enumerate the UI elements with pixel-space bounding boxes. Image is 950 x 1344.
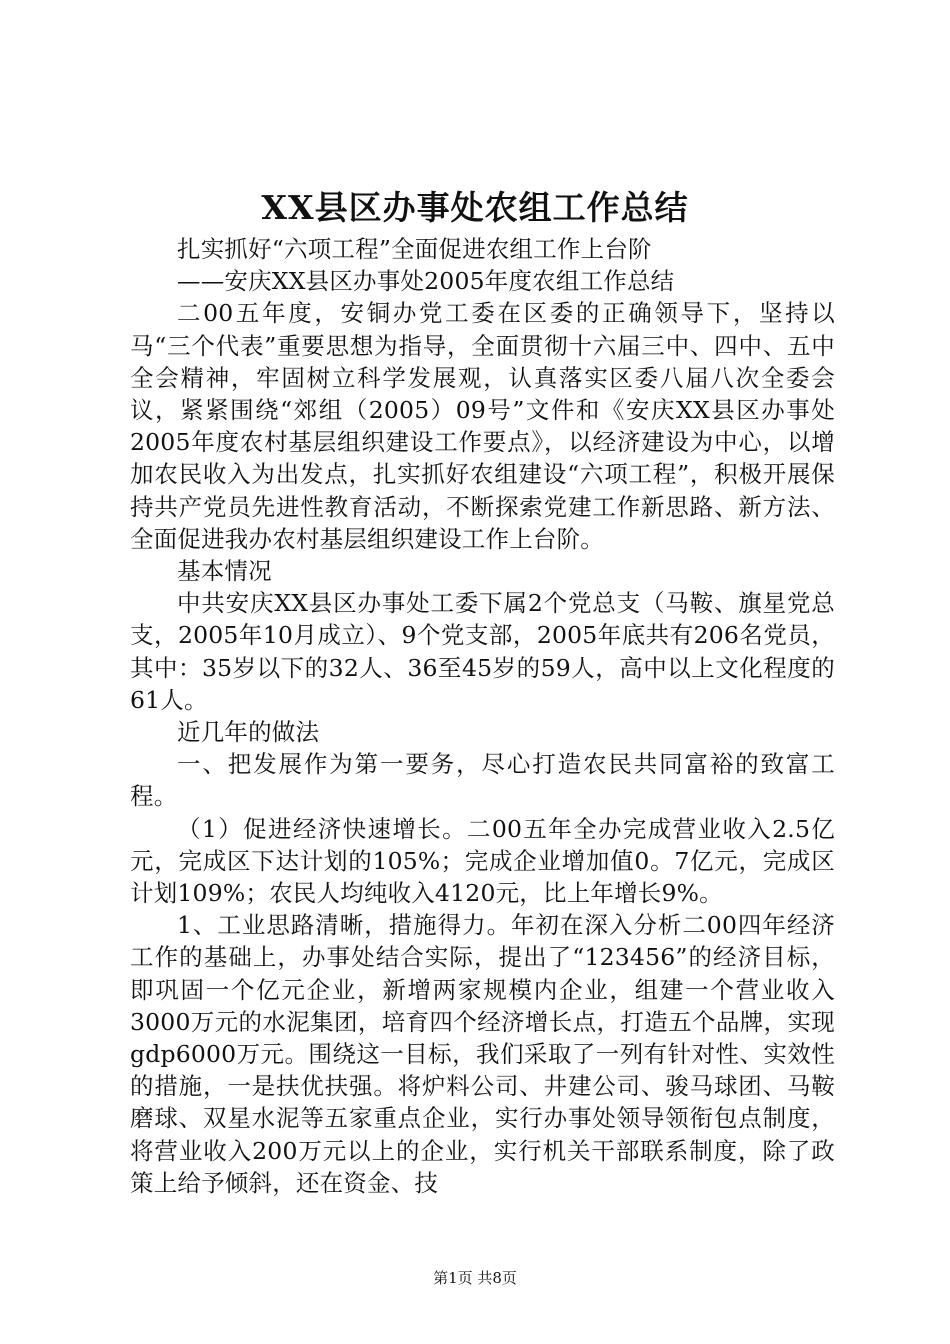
subtitle: 扎实抓好“六项工程”全面促进农组工作上台阶 [177, 235, 652, 263]
item-one-heading: 一、把发展作为第一要务，尽心打造农民共同富裕的致富工程。 [130, 750, 835, 811]
subitem-paragraph: （1）促进经济快速增长。二00五年全办完成营业收入2.5亿元，完成区下达计划的105%；完成企业增加值0。7亿元，完成区计划109%；农民人均纯收入4120元，比上年增长9%。 [130, 814, 835, 908]
industry-paragraph: 1、工业思路清晰，措施得力。年初在深入分析二00四年经济工作的基础上，办事处结合实际，提出了“123456”的经济目标，即巩固一个亿元企业，新增两家规模内企业，组建一个营业收入3000万元的水泥集团，培育四个经济增长点，打造五个品牌，实现gdp6000万元。围绕这一目标，我们采取了一列有针对性、实效性的措施，一是扶优扶强。将炉料公司、井建公司、骏马球团、马鞍磨球、双星水泥等五家重点企业，实行办事处领导领衔包点制度，将营业收入200万元以上的企业，实行机关干部联系制度，除了政策上给予倾斜，还在资金、技 [130, 911, 835, 1197]
basic-info-paragraph: 中共安庆XX县区办事处工委下属2个党总支（马鞍、旗星党总支，2005年10月成立）、9个党支部，2005年底共有206名党员，其中：35岁以下的32人、36至45岁的59人，高中以上文化程度的61人。 [130, 589, 835, 714]
document-title: XX县区办事处农组工作总结 [261, 188, 689, 227]
intro-paragraph: 二00五年度，安铜办党工委在区委的正确领导下，坚持以马“三个代表”重要思想为指导，全面贯彻十六届三中、四中、五中全会精神，牢固树立科学发展观，认真落实区委八届八次全委会议，紧紧围绕“郊组（2005）09号”文件和《安庆XX县区办事处2005年度农村基层组织建设工作要点》，以经济建设为中心，以增加农民收入为出发点，扎实抓好农组建设“六项工程”，积极开展保持共产党员先进性教育活动，不断探索党建工作新思路、新方法、全面促进我办农村基层组织建设工作上台阶。 [130, 299, 835, 553]
page-footer: 第1页 共8页 [433, 1269, 517, 1287]
document-body [130, 233, 835, 1199]
section-heading-practices: 近几年的做法 [177, 718, 320, 747]
section-heading-basic: 基本情况 [177, 557, 272, 586]
subtitle-source: ——安庆XX县区办事处2005年度农组工作总结 [177, 267, 675, 296]
